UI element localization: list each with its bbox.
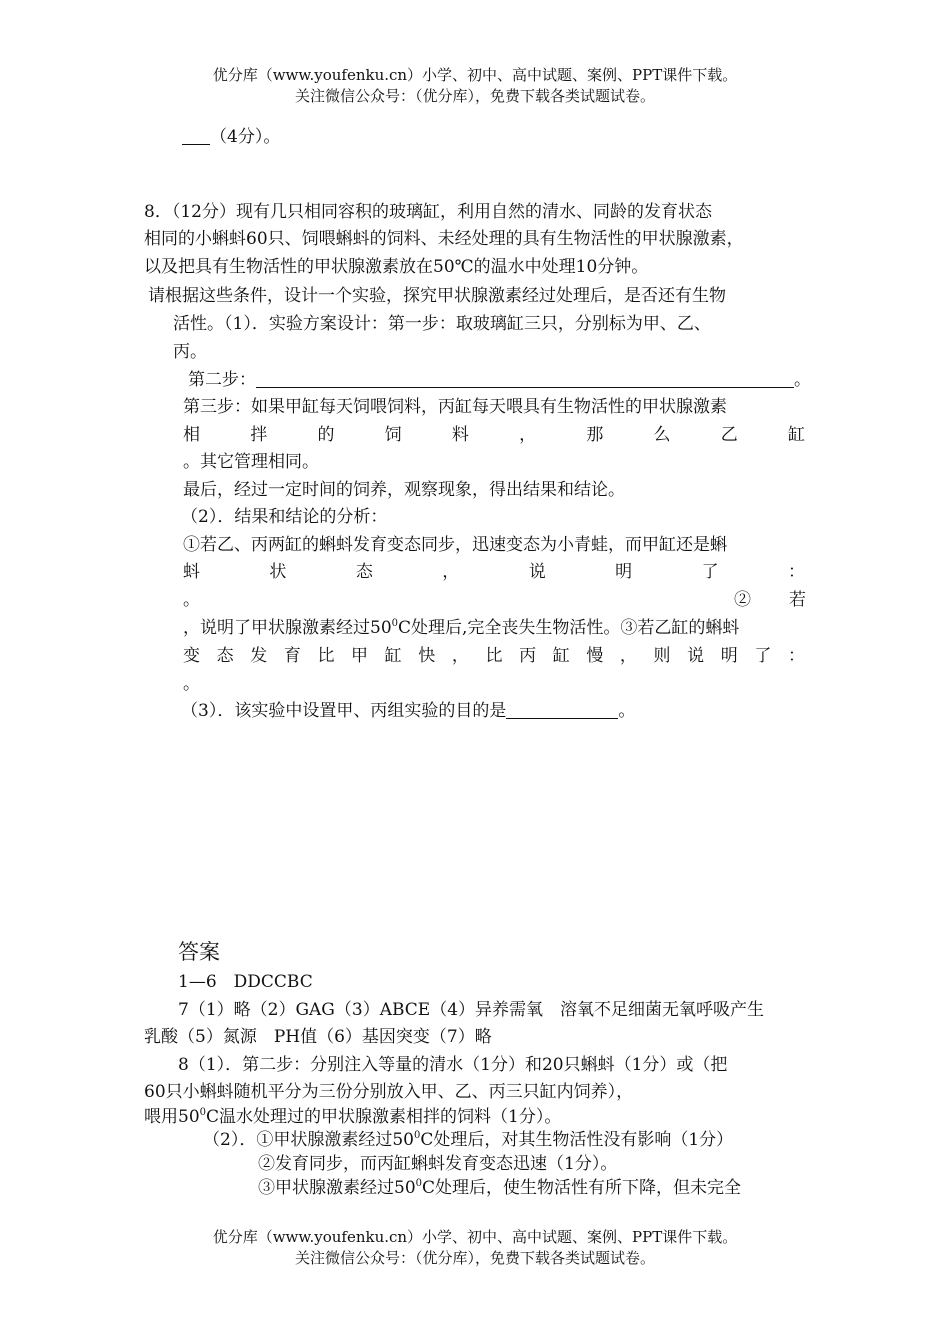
answer8-line-f	[258, 1175, 741, 1202]
header-line-1: 优分库（www.youfenku.cn）小学、初中、高中试题、案例、PPT课件下载。	[212, 66, 738, 84]
answer7-line-b: 乳酸（5）氮源 PH值（6）基因突变（7）略	[144, 1027, 492, 1047]
part3-line	[181, 698, 635, 725]
step2-label: 第二步：	[188, 370, 256, 390]
result2-line-c	[183, 615, 739, 642]
q8-line-6: 丙。	[173, 342, 207, 362]
answer8-line-a: 8（1）．第二步：分别注入等量的清水（1分）和20只蝌蚪（1分）或（把	[178, 1055, 728, 1075]
step2-line	[188, 367, 811, 394]
step2-end: 。	[794, 370, 811, 390]
footer-line-2: 关注微信公众号：（优分库），免费下载各类试题试卷。	[294, 1249, 655, 1267]
result1-line-b: 蚪 状 态 ， 说 明 了 ：	[183, 562, 805, 582]
answer8-d-pre: （2）．①甲状腺激素经过50	[203, 1130, 414, 1150]
result2-sup: 0	[391, 618, 399, 629]
answers-title: 答案	[178, 940, 220, 964]
step3-line-a: 第三步：如果甲缸每天饲喂饲料，丙缸每天喂具有生物活性的甲状腺激素	[183, 397, 727, 417]
answer8-line-b: 60只小蝌蚪随机平分为三份分别放入甲、乙、丙三只缸内饲养），	[144, 1082, 634, 1102]
q8-line-2: 相同的小蝌蚪60只、饲喂蝌蚪的饲料、未经处理的具有生物活性的甲状腺激素，	[144, 229, 744, 249]
answer8-d-post: C处理后，对其生物活性没有影响（1分）	[420, 1130, 734, 1150]
answer7-line-a: 7（1）略（2）GAG（3）ABCE（4）异养需氧 溶氧不足细菌无氧呼吸产生	[178, 1000, 765, 1020]
part3-end: 。	[618, 701, 636, 721]
final-step-line: 最后，经过一定时间的饲养，观察现象，得出结果和结论。	[183, 480, 625, 500]
answer8-line-e: ②发育同步，而丙缸蝌蚪发育变态迅速（1分）。	[258, 1154, 618, 1174]
result2-text-pre: ，说明了甲状腺激素经过50	[183, 618, 392, 638]
q8-line-4: 请根据这些条件，设计一个实验，探究甲状腺激素经过处理后，是否还有生物	[148, 286, 726, 306]
answer8-f-pre: ③甲状腺激素经过50	[258, 1178, 416, 1198]
part3-text: （3）．该实验中设置甲、丙组实验的目的是	[181, 701, 507, 721]
answer8-d-sup: 0	[413, 1130, 421, 1141]
top-score-line	[182, 124, 280, 151]
page-footer	[0, 1227, 950, 1269]
result1-line-a: ①若乙、丙两缸的蝌蚪发育变态同步，迅速变态为小青蛙，而甲缸还是蝌	[183, 535, 727, 555]
result2-line-b: ② 若	[734, 590, 806, 610]
result3-line-a: 变 态 发 育 比 甲 缸 快 ， 比 丙 缸 慢 ， 则 说 明 了 ：	[183, 646, 805, 666]
page-header	[0, 65, 950, 107]
part3-blank	[506, 700, 618, 719]
step3-line-b: 相 拌 的 饲 料 ， 那 么 乙 缸	[183, 425, 805, 445]
answer8-f-post: C处理后，使生物活性有所下降，但未完全	[422, 1178, 742, 1198]
answer8-c-post: C温水处理过的甲状腺激素相拌的饲料（1分）。	[206, 1107, 562, 1127]
q8-line-1: 8．（12分）现有几只相同容积的玻璃缸，利用自然的清水、同龄的发育状态	[144, 202, 712, 222]
header-line-2: 关注微信公众号：（优分库），免费下载各类试题试卷。	[294, 87, 655, 105]
answer8-line-d	[203, 1127, 733, 1154]
q8-line-5: 活性。（1）．实验方案设计：第一步：取玻璃缸三只，分别标为甲、乙、	[173, 314, 711, 334]
result2-text-post: C处理后,完全丧失生物活性。③若乙缸的蝌蚪	[398, 618, 740, 638]
step2-blank	[256, 369, 794, 388]
answer8-c-sup: 0	[199, 1107, 207, 1118]
answer8-f-sup: 0	[415, 1178, 423, 1189]
footer-line-1: 优分库（www.youfenku.cn）小学、初中、高中试题、案例、PPT课件下载。	[212, 1228, 738, 1246]
result3-line-b: 。	[183, 674, 200, 694]
result2-line-a: 。	[183, 590, 200, 610]
part2-title: （2）．结果和结论的分析：	[181, 507, 388, 527]
answers-1-6: 1—6 DDCCBC	[178, 972, 313, 992]
score-text: （4分）。	[210, 127, 281, 147]
q8-line-3: 以及把具有生物活性的甲状腺激素放在50℃的温水中处理10分钟。	[144, 257, 649, 277]
answer8-c-pre: 喂用50	[144, 1107, 200, 1127]
answer-blank	[182, 126, 210, 145]
step3-line-c: 。其它管理相同。	[183, 452, 319, 472]
